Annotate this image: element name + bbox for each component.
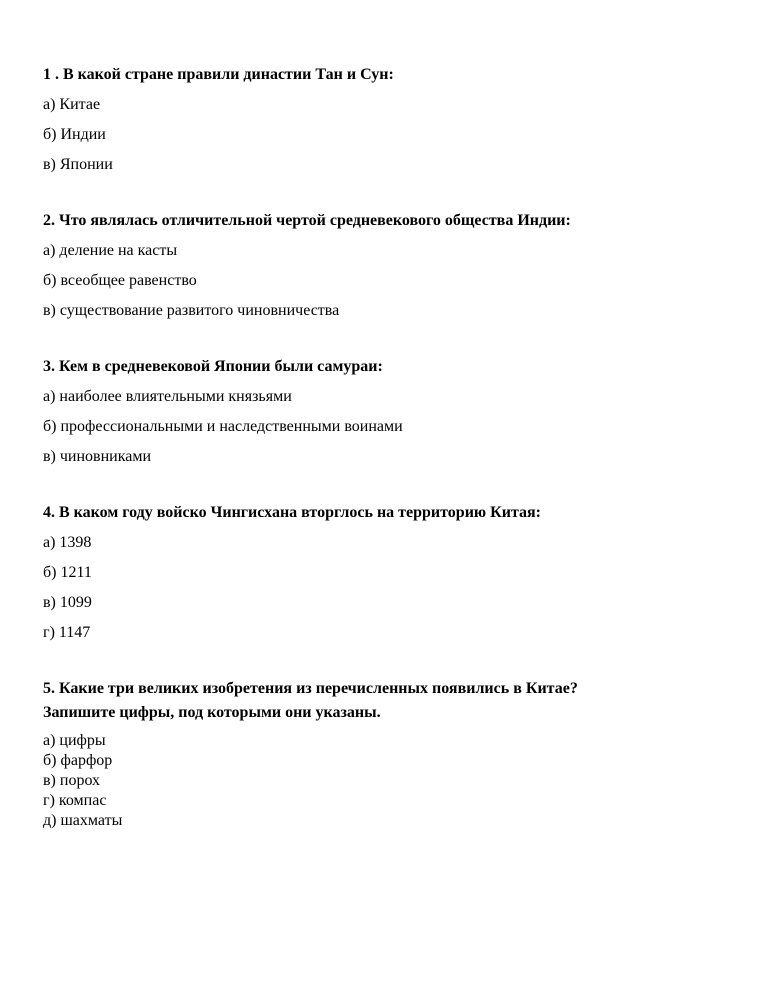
question-2 xyxy=(43,209,728,323)
question-5-option-b: б) фарфор xyxy=(43,752,113,769)
question-4-option-b: б) 1211 xyxy=(43,564,92,581)
question-1 xyxy=(43,63,728,177)
question-5-option-v: в) порох xyxy=(43,772,101,789)
question-4-option-v: в) 1099 xyxy=(43,594,92,611)
question-2-option-b: б) всеобщее равенство xyxy=(43,272,197,289)
question-5-title-line-2: Запишите цифры, под которыми они указаны. xyxy=(43,704,381,721)
question-5 xyxy=(43,677,728,831)
question-1-option-a: а) Китае xyxy=(43,96,101,113)
question-3-option-v: в) чиновниками xyxy=(43,448,152,465)
question-5-option-d: д) шахматы xyxy=(43,812,123,829)
question-5-title-line-1: 5. Какие три великих изобретения из перечисленных появились в Китае? xyxy=(43,680,578,697)
question-2-option-a: а) деление на касты xyxy=(43,242,178,259)
question-5-option-a: а) цифры xyxy=(43,732,106,749)
question-4-option-g: г) 1147 xyxy=(43,624,91,641)
question-3-option-b: б) профессиональными и наследственными воинами xyxy=(43,418,403,435)
question-2-title: 2. Что являлась отличительной чертой средневекового общества Индии: xyxy=(43,212,571,229)
question-4-title: 4. В каком году войско Чингисхана вторглось на территорию Китая: xyxy=(43,504,541,521)
question-2-option-v: в) существование развитого чиновничества xyxy=(43,302,340,319)
question-5-option-g: г) компас xyxy=(43,792,107,809)
question-4-option-a: а) 1398 xyxy=(43,534,92,551)
question-1-title: 1 . В какой стране правили династии Тан и Сун: xyxy=(43,66,394,83)
question-3-option-a: а) наиболее влиятельными князьями xyxy=(43,388,292,405)
question-3-title: 3. Кем в средневековой Японии были самураи: xyxy=(43,358,383,375)
question-1-option-b: б) Индии xyxy=(43,126,106,143)
question-1-option-v: в) Японии xyxy=(43,156,113,173)
question-4 xyxy=(43,501,728,645)
question-5-title xyxy=(43,677,728,725)
question-3 xyxy=(43,355,728,469)
